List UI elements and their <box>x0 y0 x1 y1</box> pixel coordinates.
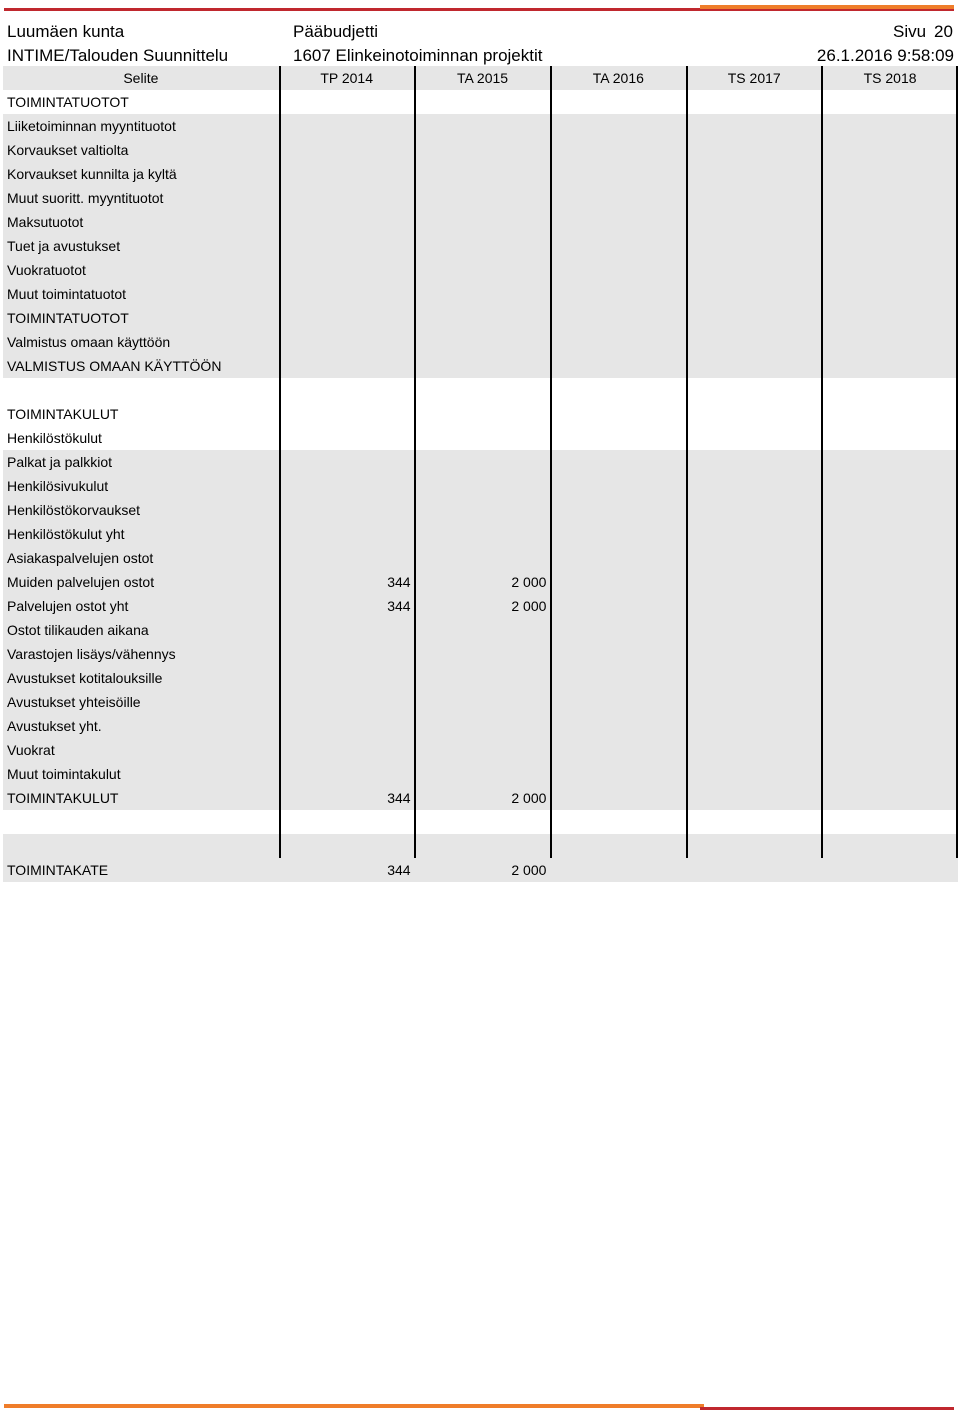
table-row <box>3 90 958 114</box>
row-label: Henkilöstökulut <box>7 430 102 446</box>
table-row <box>3 546 958 570</box>
row-value <box>686 114 822 138</box>
row-value: 344 <box>387 862 411 878</box>
row-value <box>550 858 686 882</box>
row-value <box>822 402 958 426</box>
row-value <box>822 186 958 210</box>
row-label: TOIMINTAKATE <box>7 862 109 878</box>
row-value <box>279 834 415 858</box>
table-row <box>3 762 958 786</box>
row-value <box>550 786 686 810</box>
row-value <box>822 354 958 378</box>
table-row <box>3 786 958 810</box>
row-label: Valmistus omaan käyttöön <box>7 334 171 350</box>
row-value <box>822 594 958 618</box>
row-value <box>279 690 415 714</box>
table-row <box>3 858 958 882</box>
row-value <box>415 378 551 402</box>
row-value <box>550 426 686 450</box>
row-value <box>279 642 415 666</box>
row-value <box>279 522 415 546</box>
table-row <box>3 426 958 450</box>
row-value <box>279 738 415 762</box>
row-value <box>279 666 415 690</box>
budget-table <box>3 66 958 882</box>
row-value <box>550 618 686 642</box>
row-value: 2 000 <box>511 598 547 614</box>
row-value <box>279 426 415 450</box>
table-row <box>3 186 958 210</box>
row-value <box>415 354 551 378</box>
row-value <box>279 162 415 186</box>
table-row <box>3 234 958 258</box>
table-row <box>3 666 958 690</box>
bottom-rule-red <box>700 1407 954 1410</box>
row-value <box>822 258 958 282</box>
row-value <box>550 282 686 306</box>
row-value <box>550 186 686 210</box>
row-value <box>415 834 551 858</box>
table-row <box>3 306 958 330</box>
row-value <box>822 666 958 690</box>
row-value <box>822 570 958 594</box>
row-value <box>686 834 822 858</box>
table-body <box>3 90 958 882</box>
row-value <box>550 738 686 762</box>
top-rule-orange <box>700 5 954 9</box>
row-value <box>686 594 822 618</box>
row-label: Muut toimintakulut <box>7 766 121 782</box>
row-label: TOIMINTATUOTOT <box>7 310 129 326</box>
row-value <box>550 114 686 138</box>
row-value <box>686 90 822 114</box>
row-value <box>415 426 551 450</box>
row-label: Korvaukset kunnilta ja kyltä <box>7 166 177 182</box>
org-name: Luumäen kunta <box>7 22 125 41</box>
row-value <box>415 258 551 282</box>
row-value <box>415 474 551 498</box>
row-label: VALMISTUS OMAAN KÄYTTÖÖN <box>7 358 222 374</box>
column-header: TS 2017 <box>727 70 781 86</box>
row-value <box>279 210 415 234</box>
row-value <box>686 450 822 474</box>
table-row <box>3 738 958 762</box>
row-value <box>279 234 415 258</box>
row-value <box>686 546 822 570</box>
row-value <box>550 330 686 354</box>
row-value <box>550 642 686 666</box>
row-value <box>415 162 551 186</box>
row-value <box>550 450 686 474</box>
row-value <box>686 474 822 498</box>
row-value <box>550 378 686 402</box>
row-value <box>415 546 551 570</box>
row-value <box>279 138 415 162</box>
column-divider <box>279 66 281 858</box>
row-label: Ostot tilikauden aikana <box>7 622 149 638</box>
row-value <box>822 858 958 882</box>
row-label: Avustukset yhteisöille <box>7 694 141 710</box>
row-label <box>3 834 279 858</box>
row-label: Henkilöstökulut yht <box>7 526 125 542</box>
row-value <box>415 762 551 786</box>
column-header: TA 2015 <box>456 70 509 86</box>
row-value: 344 <box>387 790 411 806</box>
row-value <box>279 546 415 570</box>
row-label: Henkilöstökorvaukset <box>7 502 141 518</box>
row-value <box>822 474 958 498</box>
row-value <box>279 354 415 378</box>
table-row <box>3 402 958 426</box>
system-name: INTIME/Talouden Suunnittelu <box>7 46 229 65</box>
row-value <box>550 714 686 738</box>
row-value <box>550 666 686 690</box>
row-value <box>686 858 822 882</box>
row-value <box>415 138 551 162</box>
row-value <box>686 282 822 306</box>
row-value <box>279 90 415 114</box>
column-divider <box>414 66 416 858</box>
row-value <box>822 498 958 522</box>
table-row <box>3 834 958 858</box>
column-divider <box>686 66 688 858</box>
table-row <box>3 258 958 282</box>
table-row <box>3 594 958 618</box>
row-value <box>415 402 551 426</box>
row-value <box>279 762 415 786</box>
row-value <box>279 810 415 834</box>
column-divider <box>821 66 823 858</box>
row-label: Palvelujen ostot yht <box>7 598 129 614</box>
row-value <box>686 354 822 378</box>
row-value <box>550 594 686 618</box>
row-value <box>686 162 822 186</box>
column-header: TP 2014 <box>320 70 373 86</box>
row-value <box>279 450 415 474</box>
row-label: Varastojen lisäys/vähennys <box>7 646 176 662</box>
row-label: Muut toimintatuotot <box>7 286 127 302</box>
row-value <box>550 762 686 786</box>
row-value <box>415 186 551 210</box>
row-value: 344 <box>387 574 411 590</box>
row-value: 2 000 <box>511 862 547 878</box>
row-label: Maksutuotot <box>7 214 84 230</box>
row-label: Avustukset yht. <box>7 718 102 734</box>
row-value <box>279 186 415 210</box>
table-row <box>3 522 958 546</box>
row-value <box>822 738 958 762</box>
row-value <box>415 642 551 666</box>
row-value <box>822 690 958 714</box>
row-label <box>3 378 279 402</box>
report-title: Pääbudjetti <box>293 22 379 41</box>
row-value <box>415 210 551 234</box>
row-value <box>686 210 822 234</box>
row-value <box>822 282 958 306</box>
table-row <box>3 282 958 306</box>
row-value <box>415 810 551 834</box>
table-row <box>3 210 958 234</box>
page-label: Sivu <box>893 22 927 41</box>
row-label: Muut suoritt. myyntituotot <box>7 190 164 206</box>
table-row <box>3 810 958 834</box>
row-value <box>279 330 415 354</box>
row-value <box>279 306 415 330</box>
row-value <box>415 714 551 738</box>
row-value <box>686 426 822 450</box>
report-timestamp: 26.1.2016 9:58:09 <box>816 46 954 65</box>
row-value <box>686 138 822 162</box>
row-value <box>550 834 686 858</box>
row-value <box>822 234 958 258</box>
row-label: Avustukset kotitalouksille <box>7 670 163 686</box>
row-value <box>550 402 686 426</box>
row-value <box>686 258 822 282</box>
row-value <box>822 90 958 114</box>
row-label: Vuokrat <box>7 742 55 758</box>
row-value <box>822 330 958 354</box>
row-value <box>415 330 551 354</box>
row-value <box>279 258 415 282</box>
row-value <box>279 498 415 522</box>
row-value <box>415 522 551 546</box>
row-value <box>822 426 958 450</box>
row-value <box>415 666 551 690</box>
row-value <box>822 714 958 738</box>
row-value <box>415 306 551 330</box>
row-value <box>550 258 686 282</box>
row-value <box>822 306 958 330</box>
row-value <box>686 618 822 642</box>
column-header: TA 2016 <box>592 70 644 86</box>
row-value <box>822 786 958 810</box>
row-value <box>686 690 822 714</box>
row-value <box>686 186 822 210</box>
row-value <box>279 282 415 306</box>
row-value <box>415 618 551 642</box>
bottom-rule-orange <box>4 1404 704 1408</box>
row-label: TOIMINTATUOTOT <box>7 94 129 110</box>
row-value <box>415 282 551 306</box>
table-row <box>3 330 958 354</box>
row-value <box>279 378 415 402</box>
row-value <box>550 90 686 114</box>
row-value: 2 000 <box>511 574 547 590</box>
row-value <box>550 810 686 834</box>
row-value <box>822 210 958 234</box>
table-row <box>3 378 958 402</box>
row-label: Tuet ja avustukset <box>7 238 121 254</box>
column-divider <box>956 66 958 858</box>
row-value <box>686 810 822 834</box>
row-label: Asiakaspalvelujen ostot <box>7 550 154 566</box>
row-value <box>686 570 822 594</box>
row-value <box>822 810 958 834</box>
row-value <box>686 330 822 354</box>
row-value <box>686 498 822 522</box>
row-value <box>550 210 686 234</box>
row-value <box>279 114 415 138</box>
row-value <box>550 162 686 186</box>
row-value <box>822 762 958 786</box>
row-value <box>550 354 686 378</box>
table-row <box>3 114 958 138</box>
table-row <box>3 690 958 714</box>
row-value <box>822 618 958 642</box>
row-value <box>550 498 686 522</box>
row-value <box>822 642 958 666</box>
row-value <box>686 306 822 330</box>
row-value <box>686 738 822 762</box>
column-header: TS 2018 <box>863 70 917 86</box>
report-unit: 1607 Elinkeinotoiminnan projektit <box>293 46 543 65</box>
row-value <box>279 618 415 642</box>
row-label: TOIMINTAKULUT <box>7 406 119 422</box>
column-divider <box>550 66 552 858</box>
table-row <box>3 714 958 738</box>
row-label: Henkilösivukulut <box>7 478 109 494</box>
table-row <box>3 570 958 594</box>
row-label: Muiden palvelujen ostot <box>7 574 155 590</box>
row-value <box>686 522 822 546</box>
row-value <box>686 234 822 258</box>
table-row <box>3 354 958 378</box>
row-value <box>686 642 822 666</box>
row-value <box>822 114 958 138</box>
row-value <box>550 234 686 258</box>
row-value <box>415 234 551 258</box>
row-value <box>686 714 822 738</box>
table-row <box>3 162 958 186</box>
row-value <box>550 138 686 162</box>
row-value <box>822 378 958 402</box>
row-value <box>822 522 958 546</box>
row-value <box>550 306 686 330</box>
table-row <box>3 474 958 498</box>
row-value <box>550 522 686 546</box>
row-value <box>550 474 686 498</box>
row-value <box>415 90 551 114</box>
row-label <box>3 810 279 834</box>
row-value <box>686 762 822 786</box>
row-value <box>822 138 958 162</box>
row-value <box>415 738 551 762</box>
row-value: 2 000 <box>511 790 547 806</box>
row-value <box>822 546 958 570</box>
row-value <box>279 402 415 426</box>
row-value <box>415 114 551 138</box>
page-number: 20 <box>934 22 953 41</box>
row-value <box>822 162 958 186</box>
row-value <box>686 378 822 402</box>
table-row <box>3 618 958 642</box>
table-row <box>3 642 958 666</box>
row-value <box>550 690 686 714</box>
row-value <box>415 450 551 474</box>
table-row <box>3 138 958 162</box>
row-value <box>550 546 686 570</box>
row-value <box>415 690 551 714</box>
table-row <box>3 498 958 522</box>
row-value <box>822 450 958 474</box>
column-header: Selite <box>123 70 159 86</box>
row-value <box>822 834 958 858</box>
table-row <box>3 450 958 474</box>
row-value <box>279 714 415 738</box>
row-label: Liiketoiminnan myyntituotot <box>7 118 176 134</box>
row-value <box>686 666 822 690</box>
row-value <box>686 786 822 810</box>
row-label: Korvaukset valtiolta <box>7 142 129 158</box>
row-value <box>415 498 551 522</box>
table-header-row <box>3 66 958 90</box>
row-label: Vuokratuotot <box>7 262 86 278</box>
row-value <box>686 402 822 426</box>
row-label: TOIMINTAKULUT <box>7 790 119 806</box>
row-value: 344 <box>387 598 411 614</box>
row-value <box>279 474 415 498</box>
row-value <box>550 570 686 594</box>
row-label: Palkat ja palkkiot <box>7 454 113 470</box>
